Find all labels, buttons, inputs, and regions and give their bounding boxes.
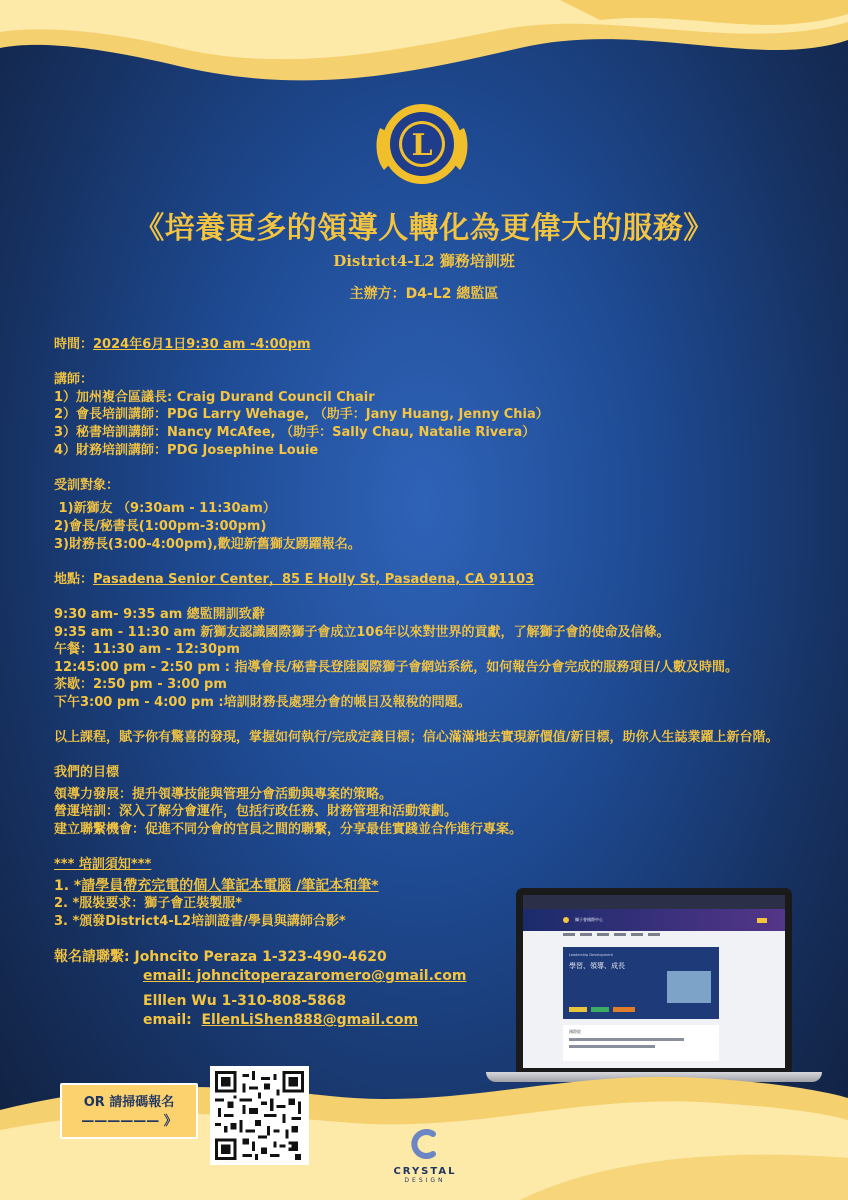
lecturers-label: 講師： <box>54 372 94 388</box>
lecturer-item: 2）會長培訓講師：PDG Larry Wehage, （助手：Jany Huang, Jenny Chia） <box>54 407 549 423</box>
notice-label: *** 培訓須知*** <box>54 857 152 873</box>
contacts-label: 報名請聯繫: <box>54 949 135 966</box>
goals-label: 我們的目標 <box>54 765 120 781</box>
goal-item: 建立聯繫機會：促進不同分會的官員之間的聯繫，分享最佳實踐並合作進行專案。 <box>54 822 523 838</box>
audience-item: 2)會長/秘書長(1:00pm-3:00pm) <box>54 518 267 534</box>
site-logo-icon <box>563 917 569 923</box>
notice-item: 2. *服裝要求：獅子會正裝製服* <box>54 896 243 912</box>
schedule-item: 12:45:00 pm - 2:50 pm : 指導會長/秘書長登陸國際獅子會網站系統，如何報告分會完成的服務項目/人數及時間。 <box>54 659 738 675</box>
screen-hero-banner: Leadership Development 學習、領導、成長 <box>563 947 719 1019</box>
crystal-design-brand: CRYSTAL DESIGN <box>380 1128 470 1184</box>
contact-1-name: Johncito Peraza 1-323-490-4620 <box>134 949 387 966</box>
svg-text:L: L <box>411 128 433 163</box>
notice-item: 3. *頒發District4-L2培訓證書/學員與講師合影* <box>54 914 346 929</box>
lecturer-item: 3）秘書培訓講師：Nancy McAfee, （助手：Sally Chau, Natalie Rivera） <box>54 424 536 440</box>
hero-photo <box>667 971 711 1003</box>
laptop-screen: 獅子會國際中心 Leadership Development 學習、領導、成長 國際院 <box>523 895 785 1068</box>
contact-2-email[interactable]: EllenLiShen888@gmail.com <box>201 1012 419 1029</box>
audience-item: 1)新獅友 （9:30am - 11:30am） <box>54 501 276 517</box>
time-line: 時間：2024年6月1日9:30 am -4:00pm <box>54 337 311 352</box>
lecturer-item: 4）財務培訓講師：PDG Josephine Louie <box>54 442 319 458</box>
contact-2-name: Elllen Wu 1-310-808-5868 <box>143 993 347 1010</box>
schedule-item: 9:35 am - 11:30 am 新獅友認識國際獅子會成立106年以來對世界的貢獻，了解獅子會的使命及信條。 <box>54 624 670 640</box>
notice-item: 1. *請學員帶充完電的個人筆記本電腦 /筆記本和筆* <box>54 877 379 894</box>
schedule-item: 午餐：11:30 am - 12:30pm <box>54 642 240 658</box>
screen-card: 國際院 <box>563 1025 719 1061</box>
organizer: 主辦方：D4-L2 總監區 <box>349 286 499 302</box>
location-line: 地點：Pasadena Senior Center，85 E Holly St, Pasadena, CA 91103 <box>54 571 535 587</box>
lecturer-item: 1）加州複合區議長: Craig Durand Council Chair <box>54 389 375 405</box>
event-time: 2024年6月1日9:30 am -4:00pm <box>93 337 311 352</box>
contacts: 報名請聯繫: Johncito Peraza 1-323-490-4620 email: johncitoperazaromero@gmail.com Elllen Wu 1-310-808-5868 email: EllenLiShen888@gmail.com <box>54 948 824 1030</box>
crystal-c-logo-icon <box>405 1128 445 1160</box>
schedule-item: 茶歇：2:50 pm - 3:00 pm <box>54 677 227 693</box>
goal-item: 營運培訓：深入了解分會運作，包括行政任務、財務管理和活動策劃。 <box>54 804 458 820</box>
qr-register-button[interactable]: OR 請掃碼報名 —————— 》 <box>60 1083 198 1139</box>
contact-1-email[interactable]: email: johncitoperazaromero@gmail.com <box>143 968 467 985</box>
audience-label: 受訓對象： <box>54 477 120 493</box>
lions-international-logo <box>372 98 472 190</box>
event-title: 《培養更多的領導人轉化為更偉大的服務》 <box>134 211 714 246</box>
schedule-item: 下午3:00 pm - 4:00 pm :培訓財務長處理分會的帳目及報稅的問題。 <box>54 694 471 710</box>
audience-item: 3)財務長(3:00-4:00pm),歡迎新舊獅友踴躍報名。 <box>54 536 361 552</box>
course-intro: 以上課程，賦予你有驚喜的發現，掌握如何執行/完成定義目標；信心滿滿地去實現新價值/新目標，助你人生誌業躍上新台階。 <box>54 730 779 746</box>
goal-item: 領導力發展：提升領導技能與管理分會活動與專案的策略。 <box>54 786 393 802</box>
schedule-item: 9:30 am- 9:35 am 總監開訓致辭 <box>54 606 265 622</box>
location-address[interactable]: Pasadena Senior Center，85 E Holly St, Pasadena, CA 91103 <box>93 571 535 587</box>
event-subtitle: District4-L2 獅務培訓班 <box>333 252 515 270</box>
qr-code-icon <box>215 1071 304 1160</box>
registration-qr-code[interactable] <box>210 1066 309 1165</box>
